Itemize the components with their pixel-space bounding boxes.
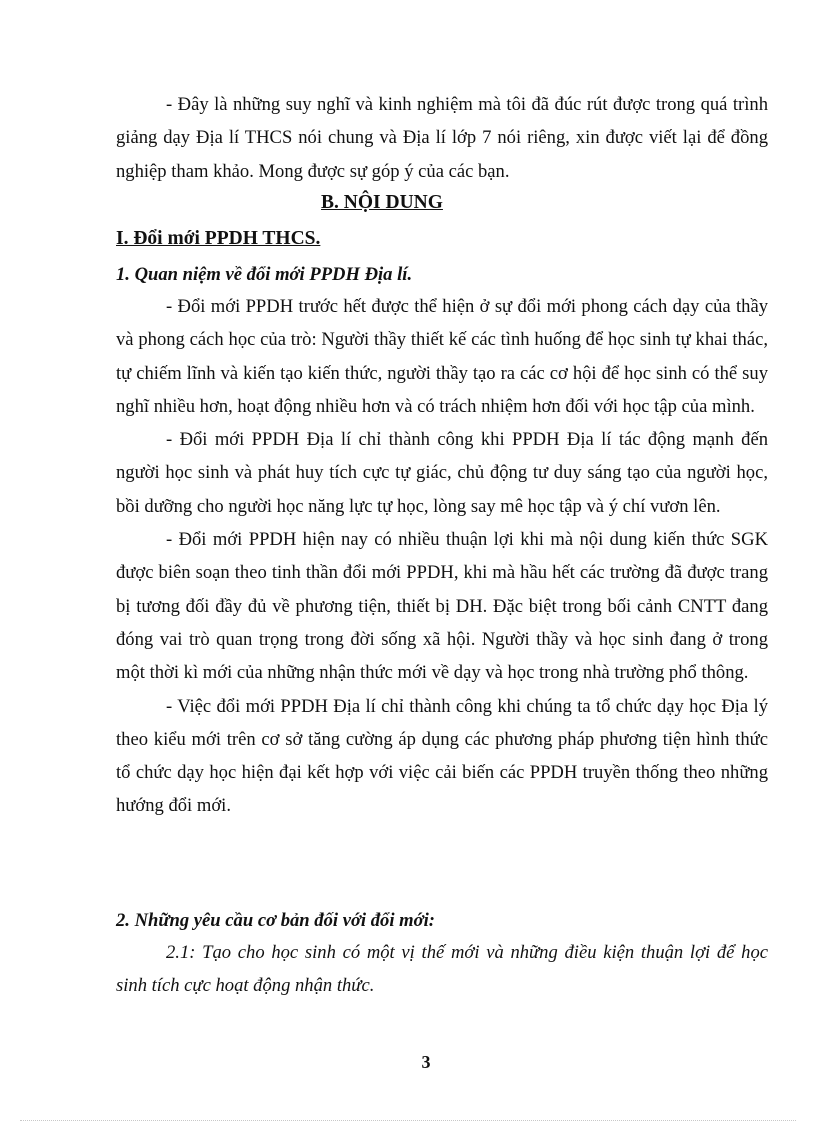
paragraph: - Đổi mới PPDH trước hết được thể hiện ở sự đổi mới phong cách dạy của thầy và phong cách học của trò: Người thầy thiết kế các tình huống để học sinh tự khai thác, tự chiếm lĩnh và kiến tạo kiến thức, người thầy tạo ra các cơ hội để học sinh có thể suy nghĩ nhiều hơn, hoạt động nhiều hơn và có trách nhiệm hơn đối với học tập của mình. [116,296,768,417]
item-2-1: 2.1: Tạo cho học sinh có một vị thế mới và những điều kiện thuận lợi để học sinh tích cực hoạt động nhận thức. [116,942,768,997]
paragraph: - Đổi mới PPDH hiện nay có nhiều thuận lợi khi mà nội dung kiến thức SGK được biên soạn theo tinh thần đổi mới PPDH, khi mà hầu hết các trường đã được trang bị tương đối đầy đủ về phương tiện, thiết bị DH. Đặc biệt trong bối cảnh CNTT đang đóng vai trò quan trọng trong đời sống xã hội. Người thầy và học sinh đang ở trong một thời kì mới của những nhận thức mới về dạy và học trong nhà trường phổ thông. [116,529,768,684]
heading-yeu-cau: 2. Những yêu cầu cơ bản đối với đổi mới: [116,910,435,931]
paragraph: - Việc đổi mới PPDH Địa lí chỉ thành công khi chúng ta tổ chức dạy học Địa lý theo kiểu mới trên cơ sở tăng cường áp dụng các phương pháp phương tiện hình thức tổ chức dạy học hiện đại kết hợp với việc cải biến các PPDH truyền thống theo những hướng đổi mới. [116,695,768,817]
page-bottom-divider [20,1120,796,1121]
section-title: B. NỘI DUNG [321,192,443,213]
page-number: 3 [421,1052,431,1072]
intro-paragraph: - Đây là những suy nghĩ và kinh nghiệm mà tôi đã đúc rút được trong quá trình giảng dạy Địa lí THCS nói chung và Địa lí lớp 7 nói riêng, xin được viết lại để đồng nghiệp tham khảo. Mong được sự góp ý của các bạn. [116,94,768,182]
content-block-1 [116,290,768,823]
intro-block [116,88,768,188]
paragraph: - Đổi mới PPDH Địa lí chỉ thành công khi PPDH Địa lí tác động mạnh đến người học sinh và phát huy tích cực tự giác, chủ động tư duy sáng tạo của người học, bồi dưỡng cho người học năng lực tự học, lòng say mê học tập và ý chí vươn lên. [116,429,768,517]
content-block-2 [116,936,768,1003]
heading-doi-moi-ppdh: I. Đổi mới PPDH THCS. [116,228,321,249]
heading-quan-niem: 1. Quan niệm về đổi mới PPDH Địa lí. [116,264,413,285]
